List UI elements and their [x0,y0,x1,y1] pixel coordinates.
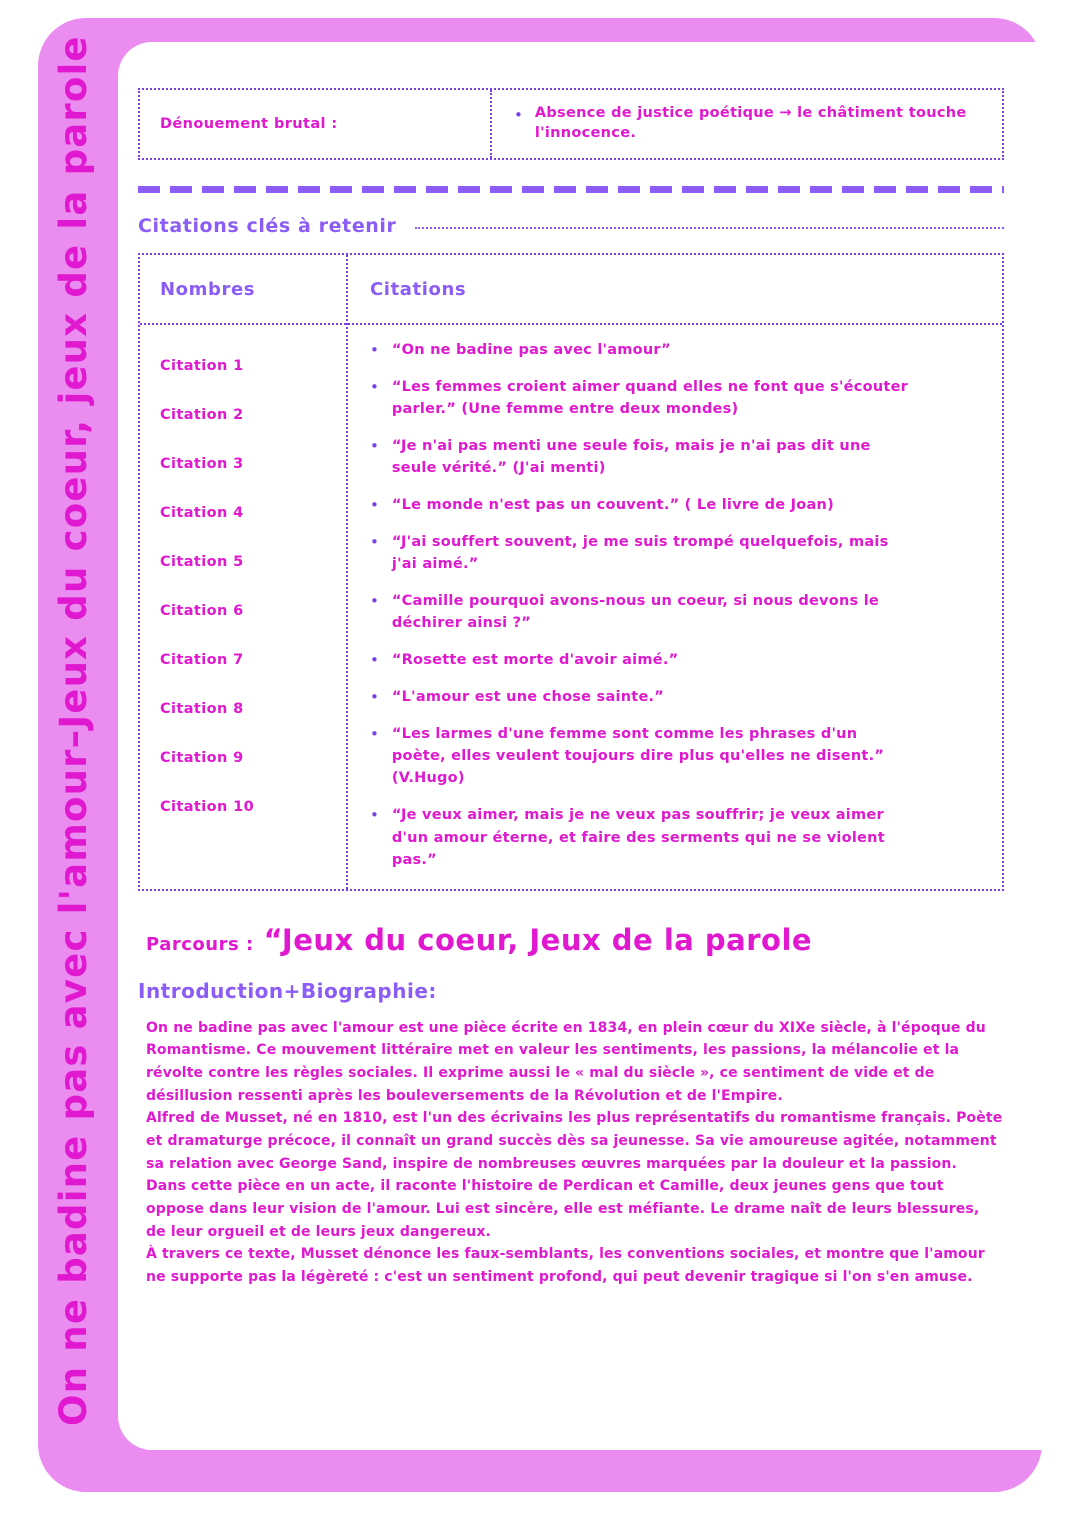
introduction-paragraph: On ne badine pas avec l'amour est une pièce écrite en 1834, en plein cœur du XIXe siècle, à l'époque du Romantisme. Ce mouvement littéraire met en valeur les sentiments, les passions, la mélancolie et la révolte contre les règles sociales. Il exprime aussi le « mal du siècle », ce sentiment de vide et de désillusion ressenti après les bouleversements de la Révolution et de l'Empire. [146,1019,986,1104]
denouement-box [138,88,1004,160]
denouement-detail-cell [492,90,1002,158]
list-item: Citation 10 [160,798,255,815]
list-item: Citation 3 [160,455,244,472]
denouement-bullet [514,104,1002,143]
introduction-paragraph: Dans cette pièce en un acte, il raconte l'histoire de Perdican et Camille, deux jeunes gens que tout oppose dans leur vision de l'amour. Lui est sincère, elle est méfiante. Le drame naît de leurs blessures, de leur orgueil et de leurs jeux dangereux. [146,1178,980,1240]
bullet-dot-icon: • [370,378,379,397]
list-item: Citation 9 [160,749,244,766]
quote-text: “J'ai souffert souvent, je me suis trompé quelquefois, mais j'ai aimé.” [391,534,889,573]
quote-text: “Je veux aimer, mais je ne veux pas souffrir; je veux aimer d'un amour éterne, et faire des serments qui ne se violent pas.” [391,807,885,868]
list-item: Citation 6 [160,602,244,619]
list-item: Citation 5 [160,553,244,570]
note-content [138,88,1004,1289]
bullet-dot-icon: • [370,651,379,670]
quote-text: “Le monde n'est pas un couvent.” ( Le livre de Joan) [391,497,834,514]
citations-table [138,253,1004,891]
denouement-label: Dénouement brutal : [160,116,338,132]
bullet-dot-icon: • [370,437,379,456]
list-item: Citation 4 [160,504,244,521]
bullet-dot-icon: • [370,688,379,707]
bullet-dot-icon: • [370,496,379,515]
list-item [370,531,986,575]
column-header-nombres: Nombres [140,255,346,325]
list-item [370,686,986,708]
nombres-list [140,325,346,849]
parcours-value: “Jeux du coeur, Jeux de la parole [263,922,813,957]
bullet-dot-icon: • [370,533,379,552]
quotes-list [348,325,1002,889]
bullet-dot-icon: • [370,592,379,611]
dashed-divider [138,186,1004,193]
list-item [370,339,986,361]
list-item: Citation 2 [160,406,244,423]
denouement-bullet-text: Absence de justice poétique → le châtiment touche l'innocence. [534,105,967,141]
list-item [370,804,986,870]
quote-text: “Les femmes croient aimer quand elles ne font que s'écouter parler.” (Une femme entre deux mondes) [391,379,909,418]
parcours-label: Parcours : [146,933,254,955]
bullet-dot-icon: • [370,341,379,359]
list-item [370,494,986,516]
quote-text: “On ne badine pas avec l'amour” [391,342,671,358]
citations-heading-text: Citations clés à retenir [138,215,397,237]
citations-table-column-nombres [140,255,348,889]
citations-table-column-citations [348,255,1002,889]
list-item: Citation 7 [160,651,244,668]
list-item [370,435,986,479]
bullet-dot-icon: • [370,725,379,744]
citations-section-heading [138,215,1004,237]
heading-dotted-rule [415,227,1004,229]
vertical-sidebar-title [38,18,130,1492]
bullet-dot-icon: • [370,806,379,825]
quote-text: “L'amour est une chose sainte.” [391,689,665,706]
parcours-row [138,923,1004,957]
introduction-heading: Introduction+Biographie: [138,978,437,1003]
sidebar-title-text: On ne badine pas avec l'amour–Jeux du coeur, jeux de la parole [52,35,95,1426]
quote-text: “Je n'ai pas menti une seule fois, mais je n'ai pas dit une seule vérité.” (J'ai menti) [391,438,871,477]
denouement-label-cell [140,90,492,158]
list-item: Citation 1 [160,357,244,374]
quote-text: “Rosette est morte d'avoir aimé.” [391,652,679,669]
bullet-dot-icon: • [514,106,523,125]
quote-text: “Camille pourquoi avons-nous un coeur, si nous devons le déchirer ainsi ?” [391,593,880,632]
quote-text: “Les larmes d'une femme sont comme les phrases d'un poète, elles veulent toujours dire plus qu'elles ne disent.” (V.Hugo) [391,726,885,787]
introduction-paragraph: Alfred de Musset, né en 1810, est l'un des écrivains les plus représentatifs du romantisme français. Poète et dramaturge précoce, il connaît un grand succès dès sa jeunesse. Sa vie amoureuse agitée, notamment sa relation avec George Sand, inspire de nombreuses œuvres marquées par la douleur et la passion. [146,1110,1003,1172]
introduction-body [138,1017,1004,1289]
list-item [370,590,986,634]
list-item [370,723,986,789]
list-item [370,649,986,671]
column-header-citations: Citations [348,255,1002,325]
list-item [370,376,986,420]
list-item: Citation 8 [160,700,244,717]
introduction-paragraph: À travers ce texte, Musset dénonce les faux-semblants, les conventions sociales, et montre que l'amour ne supporte pas la légèreté : c'est un sentiment profond, qui peut devenir tragique si l'on s'en amuse. [146,1246,985,1285]
